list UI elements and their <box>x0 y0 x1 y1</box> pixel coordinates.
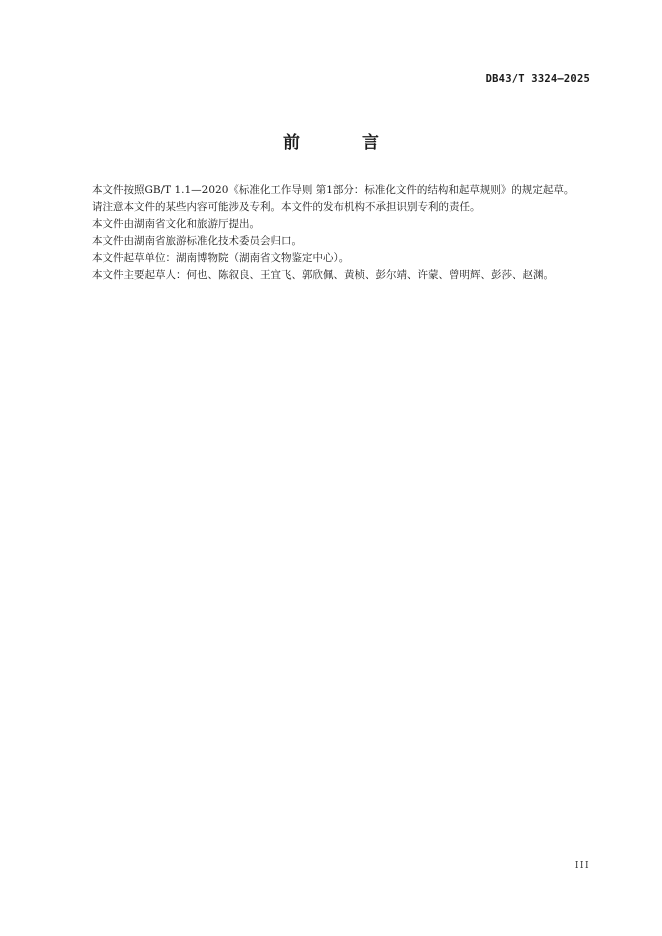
standard-code: DB43/T 3324—2025 <box>485 73 590 85</box>
page-title: 前 言 <box>283 133 407 153</box>
paragraph-patent-notice: 请注意本文件的某些内容可能涉及专利。本文件的发布机构不承担识别专利的责任。 <box>92 201 481 213</box>
page-number: III <box>574 861 590 871</box>
paragraph-proposer: 本文件由湖南省文化和旅游厅提出。 <box>92 218 260 230</box>
foreword-body <box>71 182 593 284</box>
paragraph-committee: 本文件由湖南省旅游标准化技术委员会归口。 <box>92 235 302 247</box>
paragraph-drafters: 本文件主要起草人：何也、陈叙良、王宜飞、郭欣佩、黄桢、彭尔靖、许蒙、曾明辉、彭莎、赵渊。 <box>92 269 554 281</box>
paragraph-drafting-unit: 本文件起草单位：湖南博物院（湖南省文物鉴定中心）。 <box>92 252 350 264</box>
paragraph-drafting-basis: 本文件按照GB/T 1.1—2020《标准化工作导则 第1部分：标准化文件的结构和起草规则》的规定起草。 <box>92 184 575 196</box>
